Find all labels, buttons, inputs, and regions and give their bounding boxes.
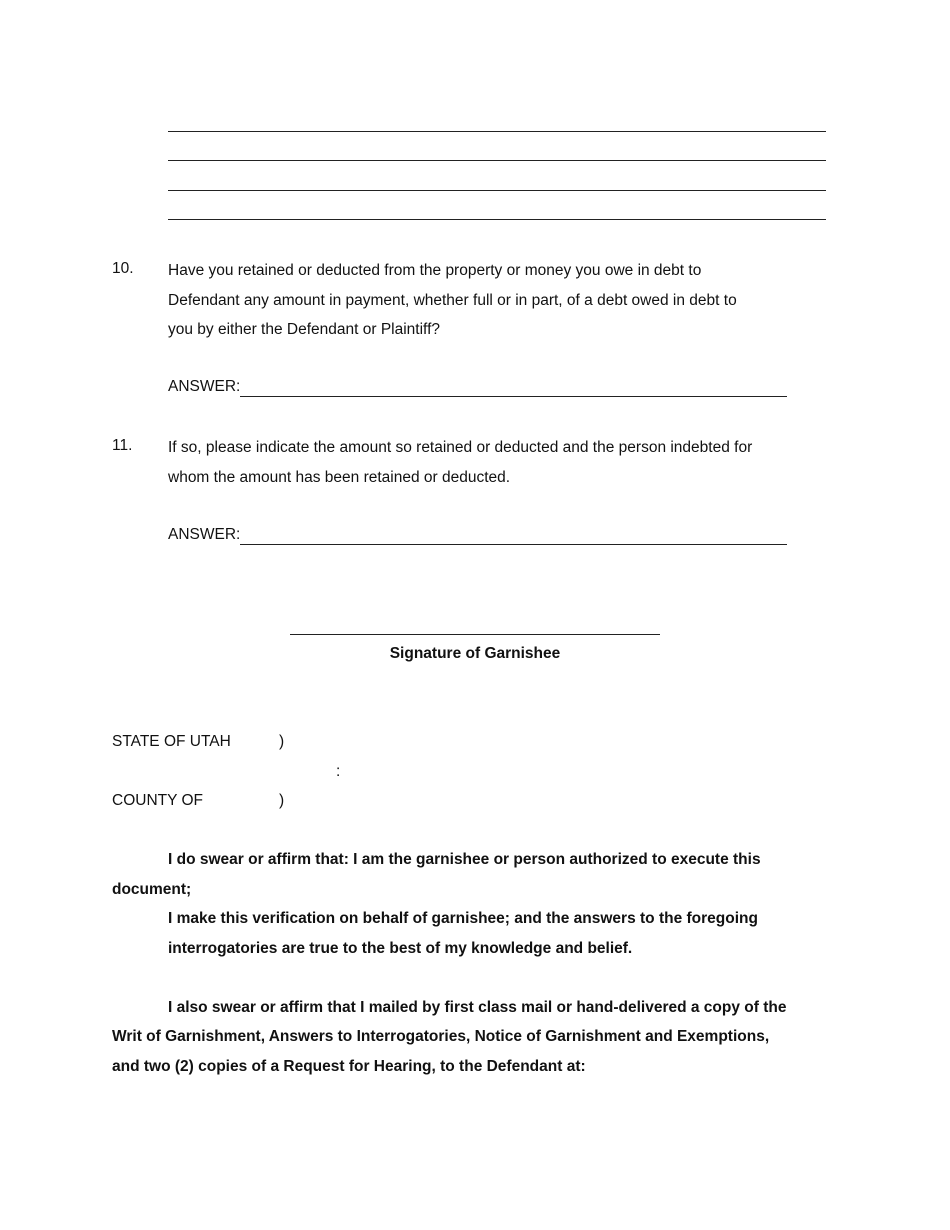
venue-colon: : bbox=[336, 763, 341, 780]
blank-line-1[interactable] bbox=[168, 131, 826, 132]
verification-p3-line2: Writ of Garnishment, Answers to Interrogatories, Notice of Garnishment and Exemptions, bbox=[112, 1028, 770, 1045]
answer-11-field[interactable] bbox=[240, 544, 787, 545]
verification-p1-line1: I do swear or affirm that: I am the garnishee or person authorized to execute this bbox=[168, 851, 761, 868]
signature-line[interactable] bbox=[290, 634, 660, 635]
question-10-number: 10. bbox=[112, 260, 134, 277]
county-paren: ) bbox=[279, 792, 285, 809]
answer-10-field[interactable] bbox=[240, 396, 787, 397]
question-10-line: Have you retained or deducted from the property or money you owe in debt to bbox=[168, 262, 702, 279]
question-11-text bbox=[168, 433, 752, 492]
verification-p3-line3: and two (2) copies of a Request for Hearing, to the Defendant at: bbox=[112, 1058, 586, 1075]
verification-p2-line2: interrogatories are true to the best of my knowledge and belief. bbox=[168, 940, 633, 957]
answer-10-label: ANSWER: bbox=[168, 378, 241, 395]
blank-line-3[interactable] bbox=[168, 190, 826, 191]
verification-p3-line1: I also swear or affirm that I mailed by first class mail or hand-delivered a copy of the bbox=[168, 999, 787, 1016]
state-paren: ) bbox=[279, 733, 285, 750]
signature-label: Signature of Garnishee bbox=[389, 645, 561, 662]
question-11-line: whom the amount has been retained or deducted. bbox=[168, 468, 511, 486]
question-11-number: 11. bbox=[112, 437, 133, 454]
question-10-text bbox=[168, 256, 737, 345]
question-10-line: you by either the Defendant or Plaintiff? bbox=[168, 321, 440, 338]
blank-line-4[interactable] bbox=[168, 219, 826, 220]
state-label: STATE OF UTAH bbox=[112, 733, 231, 750]
county-label: COUNTY OF bbox=[112, 792, 203, 809]
answer-11-label: ANSWER: bbox=[168, 526, 241, 543]
blank-line-2[interactable] bbox=[168, 160, 826, 161]
question-10-line: Defendant any amount in payment, whether full or in part, of a debt owed in debt to bbox=[168, 291, 737, 309]
verification-p2-line1: I make this verification on behalf of garnishee; and the answers to the foregoing bbox=[168, 910, 758, 927]
question-11-line: If so, please indicate the amount so retained or deducted and the person indebted for bbox=[168, 439, 753, 456]
verification-p1-line2: document; bbox=[112, 881, 192, 898]
